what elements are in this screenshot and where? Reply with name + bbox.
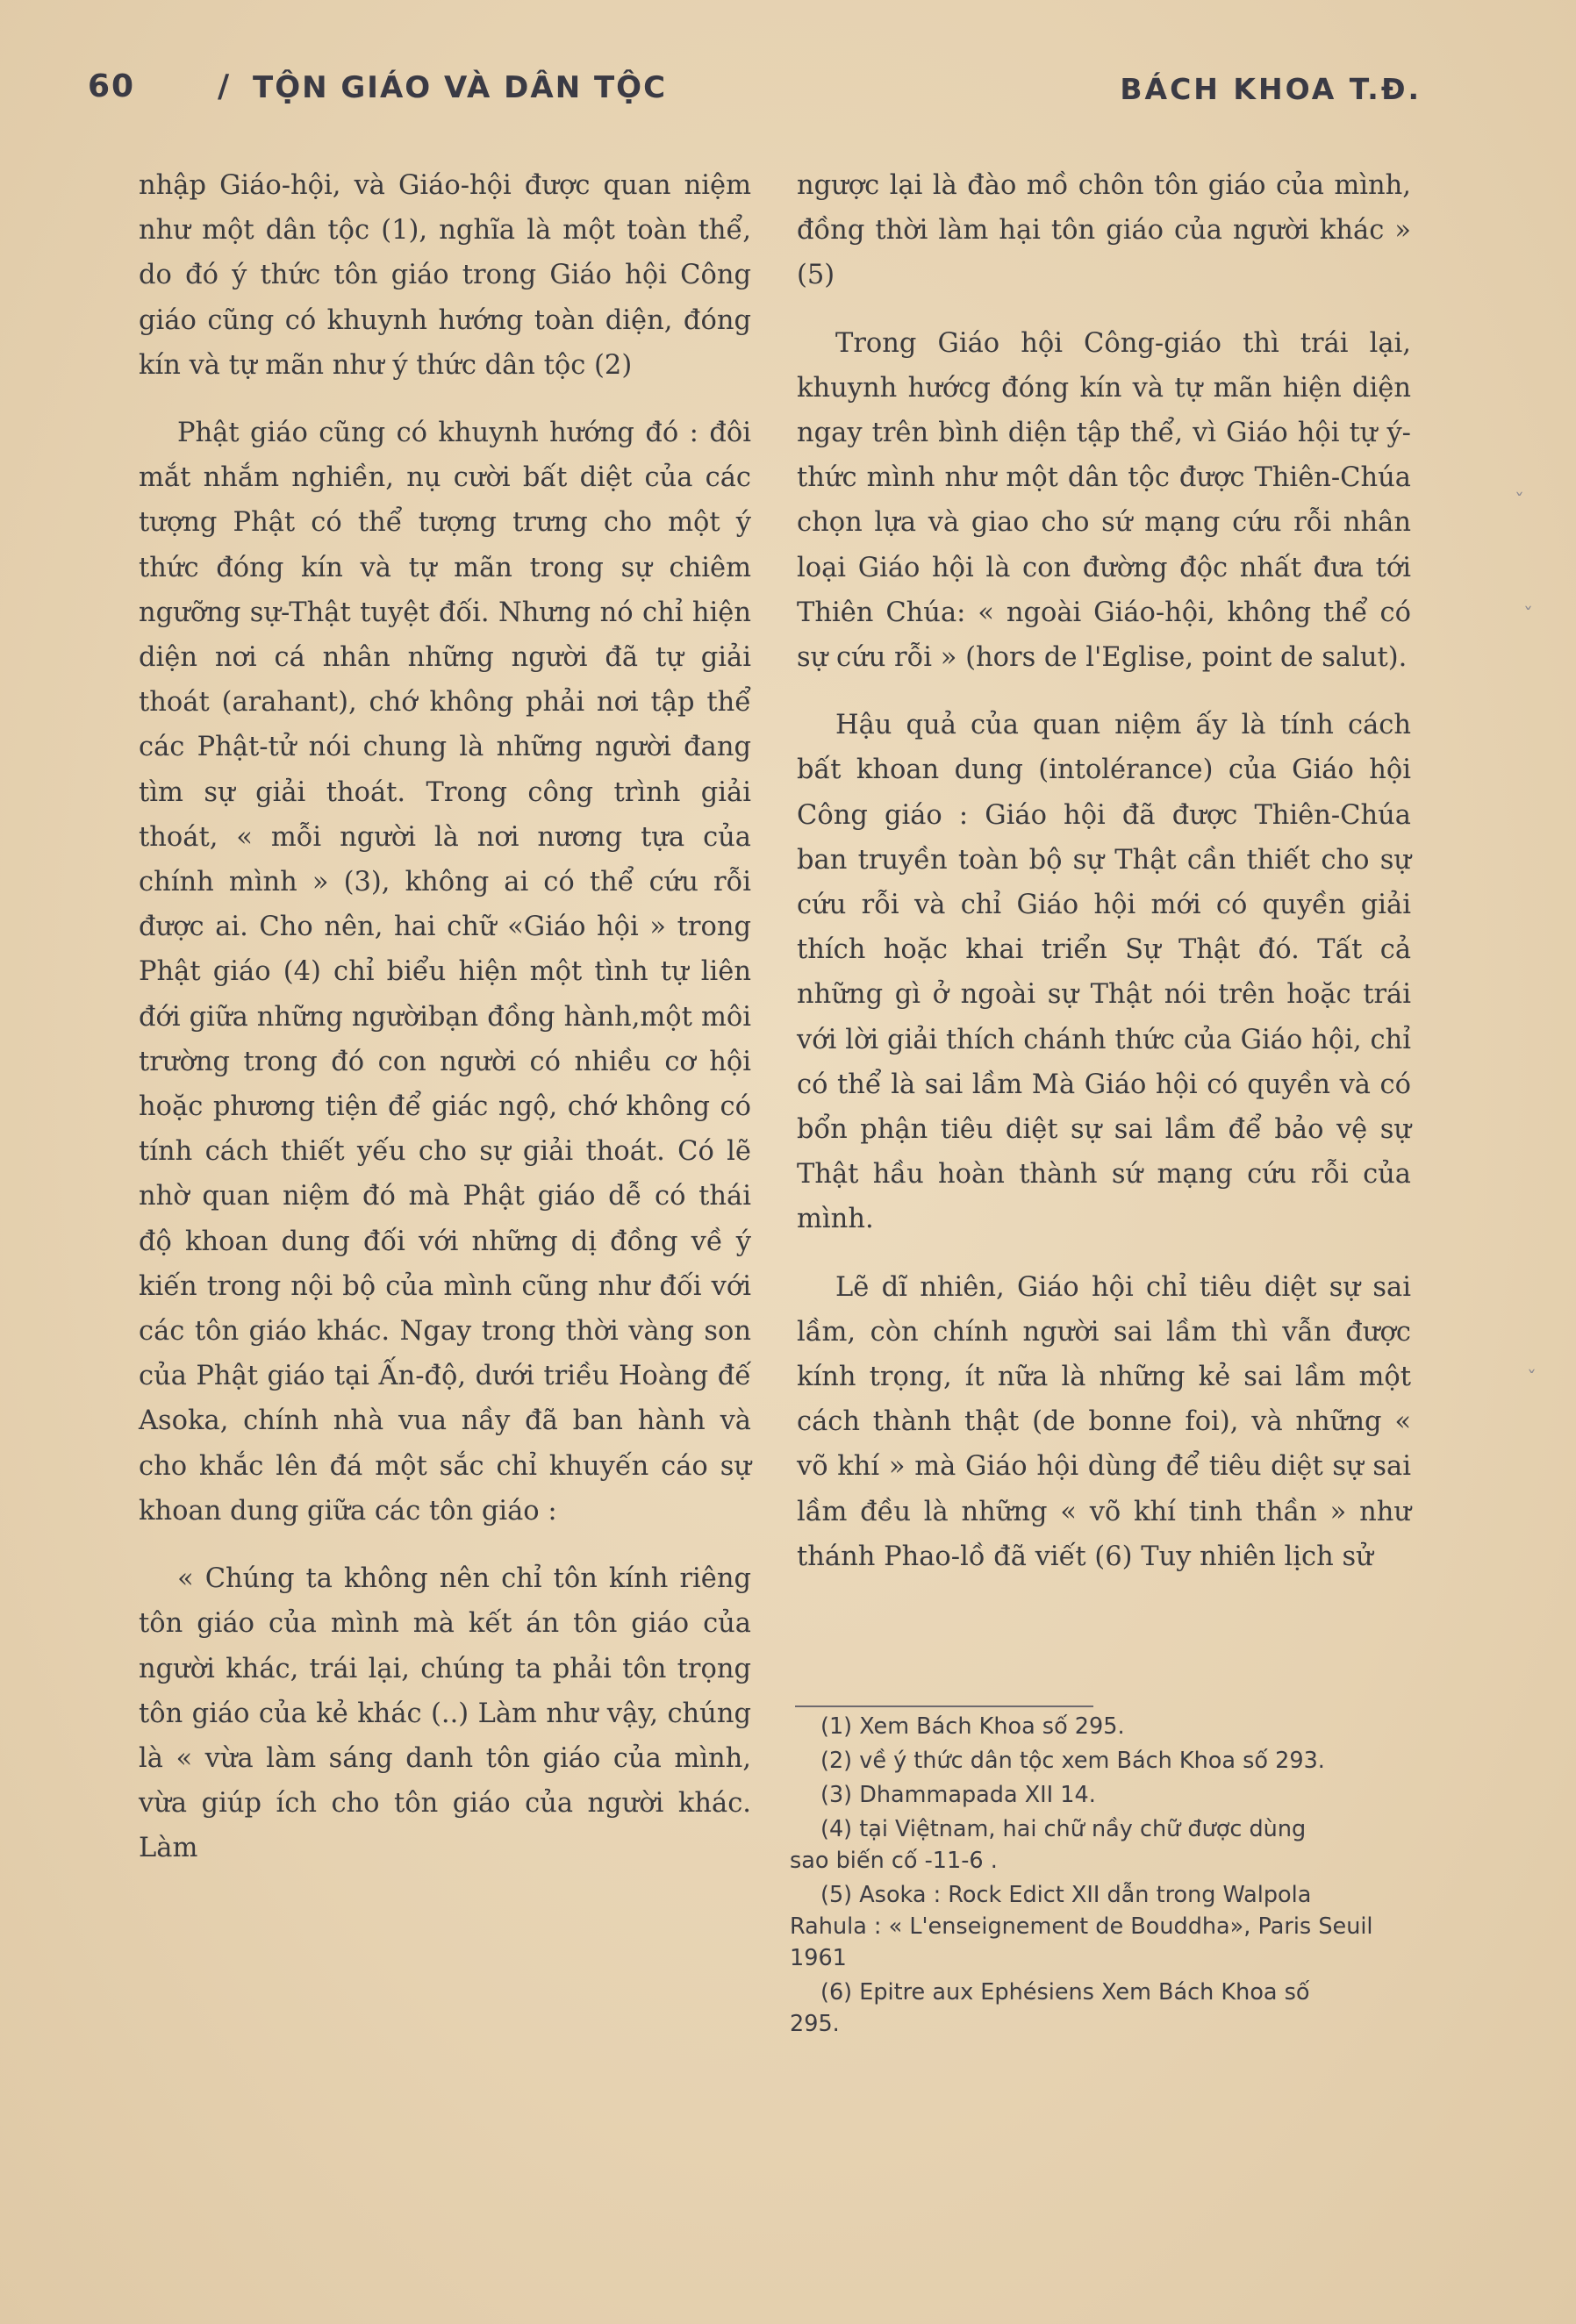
margin-mark: ˇ [1527,1369,1537,1391]
margin-mark: ˇ [1523,605,1533,627]
quotation-paragraph: « Chúng ta không nên chỉ tôn kính riêng tôn giáo của mình mà kết án tôn giáo của người khác, trái lại, chúng ta phải tôn trọng tôn giáo của kẻ khác (..) Làm như vậy, chúng là « vừa làm sáng danh tôn giáo của mình, vừa giúp ích cho tôn giáo của người khác. Làm [139,1563,751,1864]
footnote [790,1813,1413,1877]
footnote-continuation: sao biến cố -11-6 . [790,1848,998,1874]
footnote-continuation: Rahula : « L'enseignement de Bouddha», Paris Seuil 1961 [790,1913,1373,1971]
footnote-text: (6) Epitre aux Ephésiens Xem Bách Khoa số [820,1979,1310,2006]
footnote-text: (5) Asoka : Rock Edict XII dẫn trong Walpola [820,1882,1312,1908]
paragraph: ngược lại là đào mồ chôn tôn giáo của mình, đồng thời làm hại tôn giáo của người khác » (5) [797,170,1411,291]
paragraph: nhập Giáo-hội, và Giáo-hội được quan niệm như một dân tộc (1), nghĩa là một toàn thể, do đó ý thức tôn giáo trong Giáo hội Công giáo cũng có khuynh hướng toàn diện, đóng kín và tự mãn như ý thức dân tộc (2) [139,170,751,381]
footnote [820,1745,1413,1777]
paragraph: Phật giáo cũng có khuynh hướng đó : đôi mắt nhắm nghiền, nụ cười bất diệt của các tượng Phật có thể tượng trưng cho một ý thức đóng kín và tự mãn trong sự chiêm ngưỡng sự-Thật tuyệt đối. Nhưng nó chỉ hiện diện nơi cá nhân những người đã tự giải thoát (arahant), chớ không phải nơi tập thể các Phật-tử nói chung là những người đang tìm sự giải thoát. Trong công trình giải thoát, « mỗi người là nơi nương tựa của chính mình » (3), không ai có thể cứu rỗi được ai. Cho nên, hai chữ «Giáo hội » trong Phật giáo (4) chỉ biểu hiện một tình tự liên đới giữa những ngườibạn đồng hành,một môi trường trong đó con người có nhiều cơ hội hoặc phương tiện để giác ngộ, chớ không có tính cách thiết yếu cho sự giải thoát. Có lẽ nhờ quan niệm đó mà Phật giáo dễ có thái độ khoan dung đối với những dị đồng về ý kiến trong nội bộ của mình cũng như đối với các tôn giáo khác. Ngay trong thời vàng son của Phật giáo tại Ấn-độ, dưới triều Hoàng đế Asoka, chính nhà vua nầy đã ban hành và cho khắc lên đá một sắc chỉ khuyến cáo sự khoan dung giữa các tôn giáo : [139,418,751,1527]
chapter-title: TỘN GIÁO VÀ DÂN TỘC [253,70,668,105]
footnote-text: (2) về ý thức dân tộc xem Bách Khoa số 293. [820,1748,1325,1774]
publication-name: BÁCH KHOA T.Đ. [1120,72,1422,106]
paragraph: Lẽ dĩ nhiên, Giáo hội chỉ tiêu diệt sự sai lầm, còn chính người sai lầm thì vẫn được kính trọng, ít nữa là những kẻ sai lầm một cách thành thật (de bonne foi), và những « võ khí » mà Giáo hội dùng để tiêu diệt sự sai lầm đều là những « võ khí tinh thần » như thánh Phao-lồ đã viết (6) Tuy nhiên lịch sử [797,1271,1411,1572]
paragraph: Hậu quả của quan niệm ấy là tính cách bất khoan dung (intolérance) của Giáo hội Công giáo : Giáo hội đã được Thiên-Chúa ban truyền toàn bộ sự Thật cần thiết cho sự cứu rỗi và chỉ Giáo hội mới có quyền giải thích hoặc khai triển Sự Thật đó. Tất cả những gì ở ngoài sự Thật nói trên hoặc trái với lời giải thích chánh thức của Giáo hội, chỉ có thể là sai lầm Mà Giáo hội có quyền và có bổn phận tiêu diệt sự sai lầm để bảo vệ sự Thật hầu hoàn thành sứ mạng cứu rỗi của mình. [797,710,1411,1235]
footnote-divider [795,1705,1093,1707]
footnote [790,1977,1413,2040]
footnote [790,1879,1413,1974]
page-number: 60 [88,68,136,104]
left-column [139,163,751,1871]
footnote-continuation: 295. [790,2011,840,2037]
footnote-text: (1) Xem Bách Khoa số 295. [820,1713,1125,1740]
footnote [820,1779,1413,1811]
footnote-text: (4) tại Việtnam, hai chữ nầy chữ được dùng [820,1816,1307,1842]
footnote-text: (3) Dhammapada XII 14. [820,1782,1096,1808]
running-header [88,68,1422,121]
paragraph: Trong Giáo hội Công-giáo thì trái lại, khuynh hướcg đóng kín và tự mãn hiện diện ngay trên bình diện tập thể, vì Giáo hội tự ý-thức mình như một dân tộc được Thiên-Chúa chọn lựa và giao cho sứ mạng cứu rỗi nhân loại Giáo hội là con đường độc nhất đưa tới Thiên Chúa: « ngoài Giáo-hội, không thể có sự cứu rỗi » (hors de l'Eglise, point de salut). [797,327,1411,674]
footnotes [790,1711,1413,2042]
margin-mark: ˇ [1515,491,1524,513]
right-column [797,163,1411,1579]
footnote [820,1711,1413,1742]
header-separator: / [218,68,232,104]
